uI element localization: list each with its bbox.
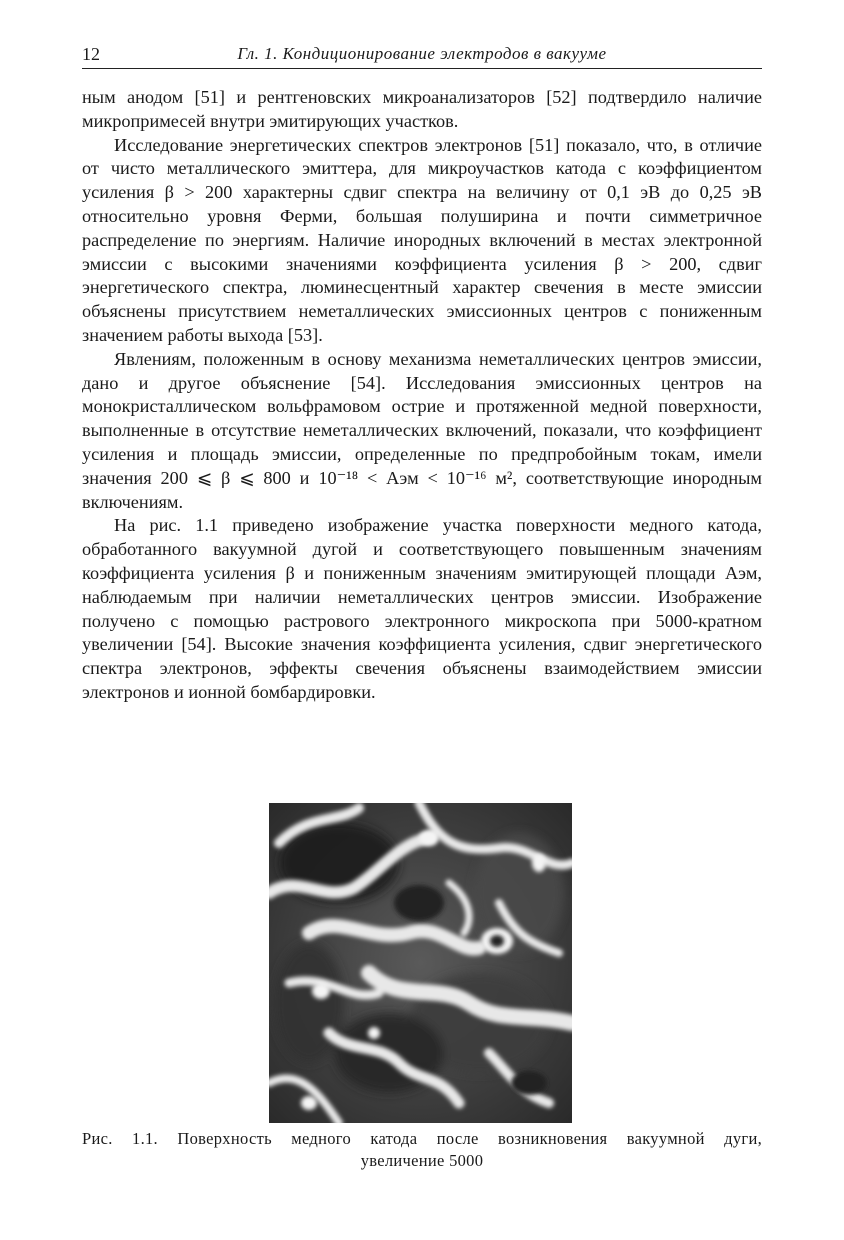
page-header bbox=[82, 44, 762, 69]
paragraph-3: Явлениям, положенным в основу механизма неметаллических центров эмиссии, дано и другое объяснение [54]. Исследования эмиссионных центров на монокристаллическом вольфрамовом острие и протяженной медной поверхности, выполненные в отсутствие неметаллических включений, показали, что коэффициент усиления и площадь эмиссии, определенные по предпробойным токам, имели значения 200 ⩽ β ⩽ 800 и 10⁻¹⁸ < Aэм < 10⁻¹⁶ м², соответствующие инородным включениям. bbox=[82, 348, 762, 512]
paragraph-2: Исследование энергетических спектров электронов [51] показало, что, в отличие от чисто металлического эмиттера, для микроучастков катода с коэффициентом усиления β > 200 характерны сдвиг спектра на величину от 0,1 эВ до 0,25 эВ относительно уровня Ферми, большая полуширина и почти симметричное распределение по энергиям. Наличие инородных включений в местах электронной эмиссии с высокими значениями коэффициента усиления β > 200, сдвиг энергетического спектра, люминесцентный характер свечения в месте эмиссии объяснены присутствием неметаллических эмиссионных центров с пониженным значением работы выхода [53]. bbox=[82, 134, 762, 345]
figure-caption bbox=[82, 1128, 762, 1172]
page-number: 12 bbox=[82, 44, 100, 64]
caption-line-1: Рис. 1.1. Поверхность медного катода после возникновения вакуумной дуги, bbox=[82, 1129, 762, 1148]
micrograph-image bbox=[269, 803, 572, 1123]
paragraph-1: ным анодом [51] и рентгеновских микроанализаторов [52] подтвердило наличие микропримесей внутри эмитирующих участков. bbox=[82, 87, 762, 131]
body-text bbox=[82, 86, 762, 705]
running-title: Гл. 1. Кондиционирование электродов в вакууме bbox=[237, 44, 607, 63]
caption-line-2: увеличение 5000 bbox=[360, 1151, 484, 1170]
paragraph-4: На рис. 1.1 приведено изображение участка поверхности медного катода, обработанного вакуумной дугой и соответствующего повышенным значениям коэффициента усиления β и пониженным значениям эмитирующей площади Aэм, наблюдаемым при наличии неметаллических центров эмиссии. Изображение получено с помощью растрового электронного микроскопа при 5000-кратном увеличении [54]. Высокие значения коэффициента усиления, сдвиг энергетического спектра электронов, эффекты свечения объяснены взаимодействием эмиссии электронов и ионной бомбардировки. bbox=[82, 515, 762, 702]
figure-sem-micrograph bbox=[269, 803, 572, 1123]
